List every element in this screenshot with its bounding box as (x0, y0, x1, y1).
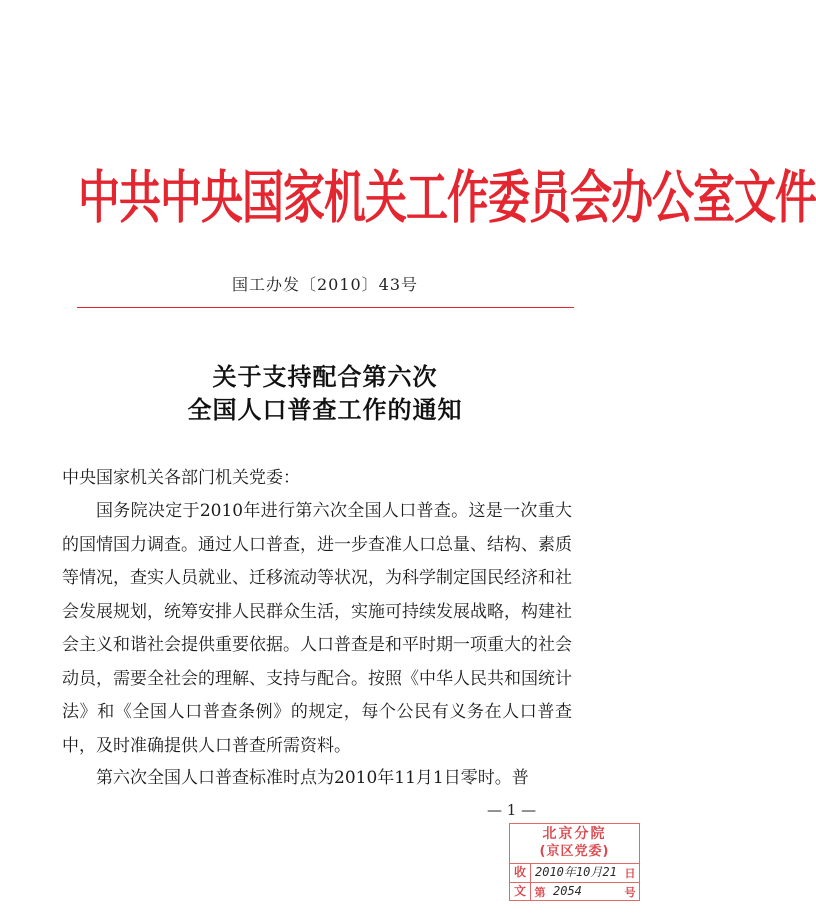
stamp-doc-prefix: 第 (534, 885, 546, 899)
red-divider (77, 307, 574, 308)
stamp-received-date: 2010年10月21 (535, 865, 617, 879)
receipt-stamp (509, 823, 640, 901)
stamp-doc-row (510, 882, 639, 901)
stamp-doc-number: 2054 (553, 884, 582, 898)
stamp-doc-suffix: 号 (624, 885, 636, 899)
stamp-org-line-2: (京区党委) (539, 844, 610, 859)
document-number: 国工办发〔2010〕43号 (231, 275, 419, 294)
body-paragraph-2: 第六次全国人口普查标准时点为2010年11月1日零时。普 (96, 768, 529, 788)
stamp-received-suffix: 日 (624, 866, 636, 880)
salutation: 中央国家机关各部门机关党委： (62, 468, 300, 488)
stamp-header (510, 824, 639, 864)
document-title (0, 360, 650, 426)
body-paragraph-1: 国务院决定于2010年进行第六次全国人口普查。这是一次重大的国情国力调查。通过人口普查，进一步查准人口总量、结构、素质等情况，查实人员就业、迁移流动等状况，为科学制定国民经济和社会发展规划，统筹安排人民群众生活，实施可持续发展战略，构建社会主义和谐社会提供重要依据。人口普查是和平时期一项重大的社会动员，需要全社会的理解、支持与配合。按照《中华人民共和国统计法》和《全国人口普查条例》的规定，每个公民有义务在人口普查中，及时准确提供人口普查所需资料。 (62, 501, 572, 756)
title-line-1: 关于支持配合第六次 (212, 362, 438, 391)
stamp-doc-label: 文 (510, 882, 531, 901)
stamp-org-line-1: 北京分院 (542, 826, 607, 842)
page-number: — 1 — (487, 801, 537, 819)
title-line-2: 全国人口普查工作的通知 (187, 395, 463, 424)
stamp-received-label: 收 (510, 863, 531, 882)
stamp-received-row (510, 863, 639, 883)
masthead: 中共中央国家机关工作委员会办公室文件 (78, 164, 816, 231)
